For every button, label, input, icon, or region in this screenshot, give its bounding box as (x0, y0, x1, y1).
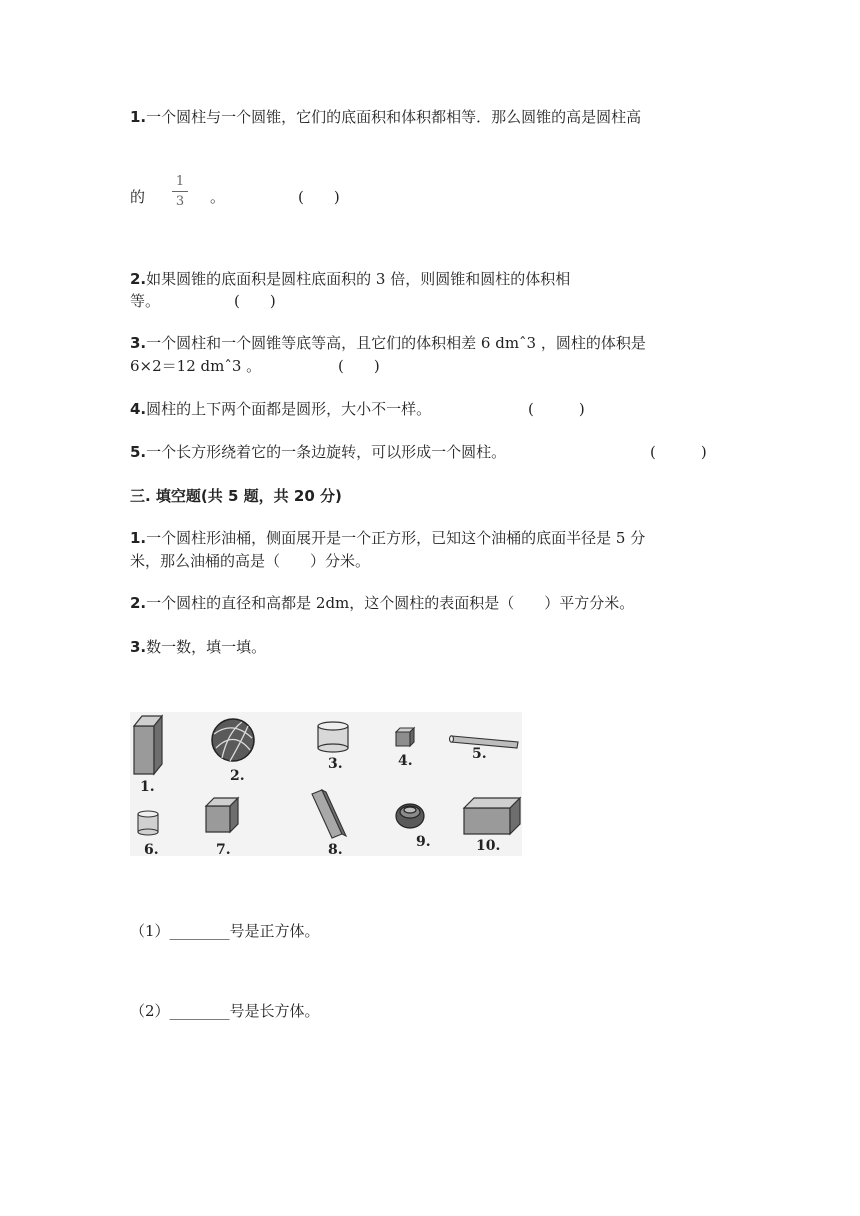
judge-q3-answer-paren[interactable]: ( ) (338, 357, 380, 375)
judge-q1-number: 1. (130, 108, 147, 126)
judge-q3-line1 (130, 332, 646, 353)
judge-q3-line2: 6×2＝12 dmˆ3 。 (130, 357, 262, 375)
solid-2-ball (212, 719, 254, 761)
judge-q3-text: 一个圆柱和一个圆锥等底等高，且它们的体积相差 6 dmˆ3 ，圆柱的体积是 (146, 334, 646, 352)
judge-q5-answer-paren[interactable]: ( ) (650, 443, 707, 461)
fill-q1-line1 (130, 527, 645, 548)
fill-q3-sub2 (130, 1000, 320, 1021)
solid-1-tall-cuboid (134, 716, 162, 774)
judge-q5-line (130, 441, 506, 462)
fill-q1-text: 一个圆柱形油桶，侧面展开是一个正方形，已知这个油桶的底面半径是 5 分 (146, 529, 646, 547)
section-heading: 三. 填空题(共 5 题，共 20 分) (130, 487, 342, 505)
fill-q1-number: 1. (130, 529, 147, 547)
fraction-numerator: 1 (175, 174, 185, 189)
solid-6-small-cylinder (138, 811, 158, 835)
figure-label-5: 5. (472, 746, 487, 762)
figure-label-4: 4. (398, 753, 413, 769)
figure-label-2: 2. (230, 768, 245, 784)
judge-q2-line2: 等。 (130, 292, 161, 310)
figure-label-1: 1. (140, 779, 155, 795)
fill-q3-sub1 (130, 920, 320, 941)
fill-q2-number: 2. (130, 594, 147, 612)
fraction-denominator: 3 (175, 194, 185, 209)
fill-q3-line (130, 636, 266, 657)
sub1-blank[interactable]: ________ (169, 922, 230, 940)
judge-q2-text: 如果圆锥的底面积是圆柱底面积的 3 倍，则圆锥和圆柱的体积相 (146, 270, 571, 288)
judge-q1-line2-post: 。 (210, 188, 226, 206)
solid-10-wide-cuboid (464, 798, 520, 834)
fill-q1-line2: 米，那么油桶的高是（ ）分米。 (130, 552, 371, 570)
fill-q2-text: 一个圆柱的直径和高都是 2dm，这个圆柱的表面积是（ ）平方分米。 (146, 594, 635, 612)
judge-q2-answer-paren[interactable]: ( ) (234, 292, 276, 310)
judge-q2-line1 (130, 268, 570, 289)
figure-label-10: 10. (476, 838, 501, 854)
figure-label-7: 7. (216, 842, 231, 856)
judge-q1-text: 一个圆柱与一个圆锥，它们的底面积和体积都相等．那么圆锥的高是圆柱高 (146, 108, 642, 126)
fill-q2-line (130, 592, 634, 613)
fraction-one-third (172, 175, 188, 208)
judge-q4-text: 圆柱的上下两个面都是圆形，大小不一样。 (146, 400, 432, 418)
judge-q1-line1 (130, 106, 641, 127)
sub2-prefix: （2） (130, 1002, 170, 1020)
solids-figure (130, 712, 522, 856)
judge-q3-number: 3. (130, 334, 147, 352)
solid-9-rings (396, 804, 424, 828)
judge-q4-line (130, 398, 431, 419)
figure-label-8: 8. (328, 842, 343, 856)
sub2-suffix: 号是长方体。 (229, 1002, 320, 1020)
solid-3-cylinder (318, 722, 348, 752)
figure-label-9: 9. (416, 834, 431, 850)
fill-q3-number: 3. (130, 638, 147, 656)
judge-q2-number: 2. (130, 270, 147, 288)
figure-label-3: 3. (328, 756, 343, 772)
sub2-blank[interactable]: ________ (169, 1002, 230, 1020)
judge-q4-number: 4. (130, 400, 147, 418)
judge-q1-line2-pre: 的 (130, 188, 146, 206)
solid-4-small-cube (396, 728, 414, 746)
figure-label-6: 6. (144, 842, 159, 856)
sub1-suffix: 号是正方体。 (229, 922, 320, 940)
judge-q5-number: 5. (130, 443, 147, 461)
judge-q1-answer-paren[interactable]: ( ) (298, 188, 340, 206)
judge-q4-answer-paren[interactable]: ( ) (528, 400, 585, 418)
judge-q5-text: 一个长方形绕着它的一条边旋转，可以形成一个圆柱。 (146, 443, 507, 461)
fill-q3-text: 数一数，填一填。 (146, 638, 267, 656)
sub1-prefix: （1） (130, 922, 170, 940)
solid-7-cube (206, 798, 238, 832)
